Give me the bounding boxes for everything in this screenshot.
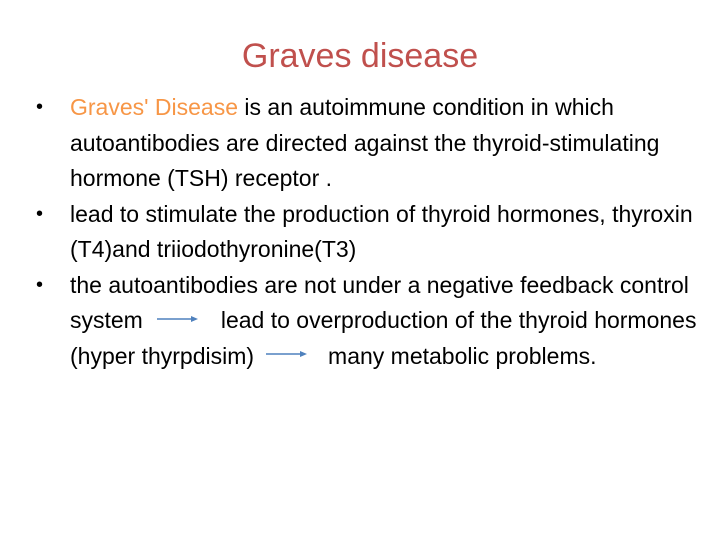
bullet-list bbox=[36, 90, 706, 374]
bullet-item-3 bbox=[36, 268, 706, 375]
right-arrow-icon bbox=[266, 349, 308, 359]
slide-title: Graves disease bbox=[241, 37, 479, 75]
bullet-text: lead to overproduction of the thyroid hormones (hyper thyrpdisim) bbox=[70, 307, 697, 369]
bullet-text: many metabolic problems. bbox=[328, 342, 597, 369]
bullet-text: the autoantibodies are not under a negative feedback control system bbox=[70, 271, 689, 333]
bullet-text: is an autoimmune condition in which autoantibodies are directed against the thyroid-stimulating hormone (TSH) receptor . bbox=[70, 94, 660, 191]
bullet-item-1 bbox=[36, 90, 706, 197]
right-arrow-icon bbox=[157, 314, 199, 324]
bullet-item-2 bbox=[36, 197, 706, 268]
bullet-text: lead to stimulate the production of thyroid hormones, thyroxin (T4)and triiodothyronine(T3) bbox=[70, 200, 693, 262]
bullet-dot: • bbox=[36, 96, 44, 118]
graves-disease-highlight: Graves' Disease bbox=[70, 94, 239, 120]
bullet-dot: • bbox=[36, 202, 44, 225]
bullet-dot: • bbox=[36, 273, 44, 296]
